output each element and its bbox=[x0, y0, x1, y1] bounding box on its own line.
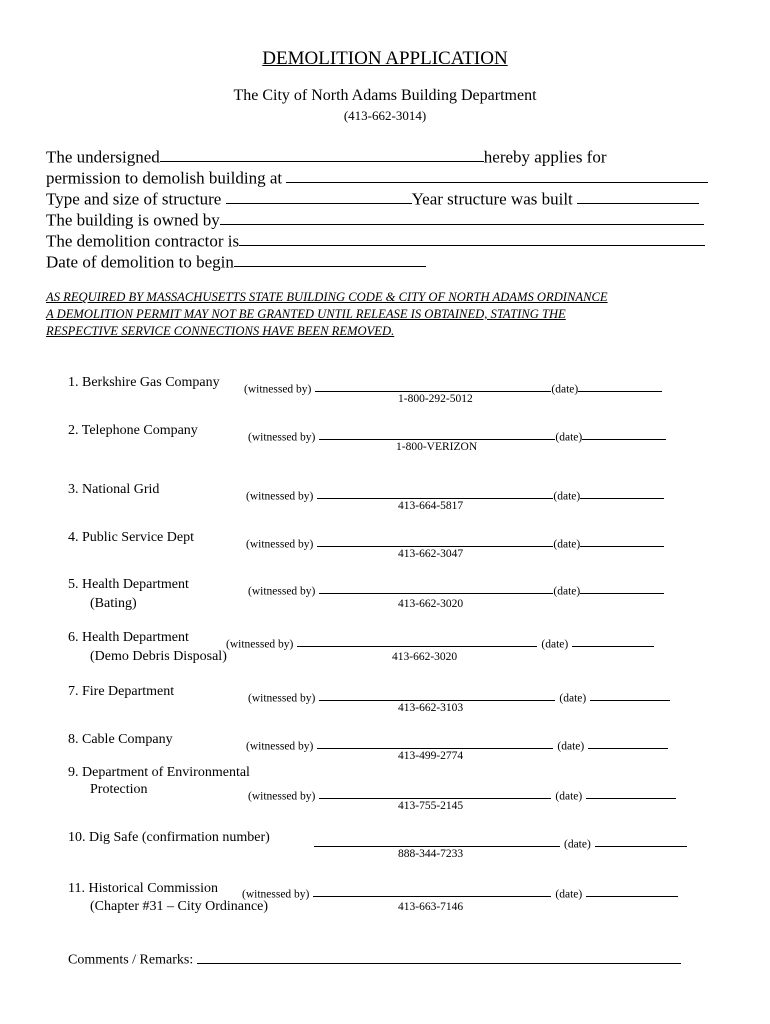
service-phone: 413-662-3020 bbox=[398, 598, 464, 610]
witnessed-by-label: (witnessed by) bbox=[246, 740, 314, 753]
service-label: 4. Public Service Dept bbox=[68, 530, 194, 545]
date-label: (date) bbox=[559, 692, 587, 705]
service-sublabel: (Demo Debris Disposal) bbox=[90, 649, 227, 664]
applies-for-label: hereby applies for bbox=[483, 147, 607, 167]
witness-field[interactable] bbox=[319, 579, 553, 594]
service-phone: 1-800-VERIZON bbox=[396, 441, 478, 453]
witnessed-by-label: (witnessed by) bbox=[226, 638, 294, 651]
contractor-label: The demolition contractor is bbox=[46, 231, 240, 251]
type-size-field[interactable] bbox=[226, 188, 412, 204]
witnessed-by-label: (witnessed by) bbox=[244, 383, 312, 396]
service-phone: 413-755-2145 bbox=[398, 800, 464, 812]
date-field[interactable] bbox=[578, 377, 662, 392]
date-label: (date) bbox=[555, 888, 583, 901]
comments-field[interactable] bbox=[197, 950, 681, 964]
witnessed-by-label: (witnessed by) bbox=[242, 888, 310, 901]
date-field[interactable] bbox=[572, 632, 654, 647]
contractor-field[interactable] bbox=[239, 230, 705, 246]
building-address-field[interactable] bbox=[286, 167, 708, 183]
date-label: (date) bbox=[555, 790, 583, 803]
witness-field[interactable] bbox=[317, 532, 553, 547]
witness-field[interactable] bbox=[313, 882, 551, 897]
department-phone: (413-662-3014) bbox=[343, 108, 427, 123]
service-label: 5. Health Department bbox=[68, 577, 189, 592]
contractor-line bbox=[46, 230, 705, 251]
comments-label: Comments / Remarks: bbox=[68, 952, 194, 968]
service-label: 1. Berkshire Gas Company bbox=[68, 375, 220, 390]
service-sublabel: Protection bbox=[90, 782, 148, 797]
permission-line bbox=[46, 167, 708, 188]
service-label: 11. Historical Commission bbox=[68, 881, 218, 896]
notice-line-3: RESPECTIVE SERVICE CONNECTIONS HAVE BEEN REMOVED. bbox=[46, 324, 395, 338]
service-label: 7. Fire Department bbox=[68, 684, 175, 699]
date-field[interactable] bbox=[580, 484, 664, 499]
witnessed-by-label: (witnessed by) bbox=[248, 790, 316, 803]
date-field[interactable] bbox=[582, 425, 666, 440]
type-size-line bbox=[46, 188, 699, 209]
witness-field[interactable] bbox=[317, 734, 553, 749]
undersigned-line bbox=[46, 146, 607, 167]
service-phone: 413-662-3047 bbox=[398, 548, 464, 560]
witness-field[interactable] bbox=[297, 632, 537, 647]
service-label: 6. Health Department bbox=[68, 630, 189, 645]
type-size-label: Type and size of structure bbox=[46, 189, 222, 209]
service-phone: 413-499-2774 bbox=[398, 750, 464, 762]
date-label: (date) bbox=[557, 740, 585, 753]
date-field[interactable] bbox=[590, 686, 670, 701]
witness-row bbox=[248, 579, 664, 599]
date-label: (date) bbox=[553, 538, 581, 551]
witness-field[interactable] bbox=[319, 425, 555, 440]
service-phone: 413-662-3020 bbox=[392, 651, 458, 663]
service-label: 9. Department of Environmental bbox=[68, 765, 250, 780]
witness-field[interactable] bbox=[319, 686, 555, 701]
confirmation-row bbox=[314, 832, 687, 852]
witness-row bbox=[226, 632, 654, 652]
permission-label: permission to demolish building at bbox=[46, 168, 283, 188]
year-built-label: Year structure was built bbox=[411, 189, 573, 209]
date-field[interactable] bbox=[580, 579, 664, 594]
year-built-field[interactable] bbox=[577, 188, 699, 204]
date-label: (date) bbox=[555, 431, 583, 444]
date-field[interactable] bbox=[588, 734, 668, 749]
witnessed-by-label: (witnessed by) bbox=[248, 431, 316, 444]
service-phone: 413-664-5817 bbox=[398, 500, 464, 512]
notice-line-1: AS REQUIRED BY MASSACHUSETTS STATE BUILDING CODE & CITY OF NORTH ADAMS ORDINANCE bbox=[46, 290, 608, 304]
date-label: (date) bbox=[541, 638, 569, 651]
service-phone: 888-344-7233 bbox=[398, 848, 464, 860]
date-label: (date) bbox=[553, 585, 581, 598]
undersigned-label: The undersigned bbox=[46, 147, 160, 167]
form-title: DEMOLITION APPLICATION bbox=[262, 48, 508, 69]
date-begin-label: Date of demolition to begin bbox=[46, 252, 234, 272]
date-label: (date) bbox=[553, 490, 581, 503]
witness-row bbox=[242, 882, 678, 902]
service-label: 8. Cable Company bbox=[68, 732, 173, 747]
witnessed-by-label: (witnessed by) bbox=[246, 538, 314, 551]
owner-line bbox=[46, 209, 704, 230]
service-phone: 1-800-292-5012 bbox=[398, 393, 473, 405]
service-label: 3. National Grid bbox=[68, 482, 160, 497]
witness-field[interactable] bbox=[315, 377, 551, 392]
service-sublabel: (Bating) bbox=[90, 596, 137, 611]
witnessed-by-label: (witnessed by) bbox=[246, 490, 314, 503]
date-label: (date) bbox=[551, 383, 579, 396]
service-label: 2. Telephone Company bbox=[68, 423, 198, 438]
notice-line-2: A DEMOLITION PERMIT MAY NOT BE GRANTED UNTIL RELEASE IS OBTAINED, STATING THE bbox=[46, 307, 566, 321]
service-sublabel: (Chapter #31 – City Ordinance) bbox=[90, 899, 269, 914]
witness-field[interactable] bbox=[319, 784, 551, 799]
comments-row bbox=[68, 950, 681, 969]
department-name: The City of North Adams Building Department bbox=[233, 87, 537, 104]
witnessed-by-label: (witnessed by) bbox=[248, 692, 316, 705]
owner-field[interactable] bbox=[220, 209, 704, 225]
witnessed-by-label: (witnessed by) bbox=[248, 585, 316, 598]
undersigned-field[interactable] bbox=[160, 146, 484, 162]
date-label: (date) bbox=[564, 838, 591, 851]
confirmation-number-field[interactable] bbox=[314, 832, 560, 847]
service-phone: 413-662-3103 bbox=[398, 702, 464, 714]
date-field[interactable] bbox=[586, 784, 676, 799]
date-field[interactable] bbox=[580, 532, 664, 547]
date-begin-line bbox=[46, 251, 426, 272]
witness-field[interactable] bbox=[317, 484, 553, 499]
date-field[interactable] bbox=[586, 882, 678, 897]
date-field[interactable] bbox=[595, 832, 687, 847]
date-begin-field[interactable] bbox=[234, 251, 426, 267]
service-label: 10. Dig Safe (confirmation number) bbox=[68, 830, 270, 845]
owner-label: The building is owned by bbox=[46, 210, 220, 230]
service-phone: 413-663-7146 bbox=[398, 901, 464, 913]
